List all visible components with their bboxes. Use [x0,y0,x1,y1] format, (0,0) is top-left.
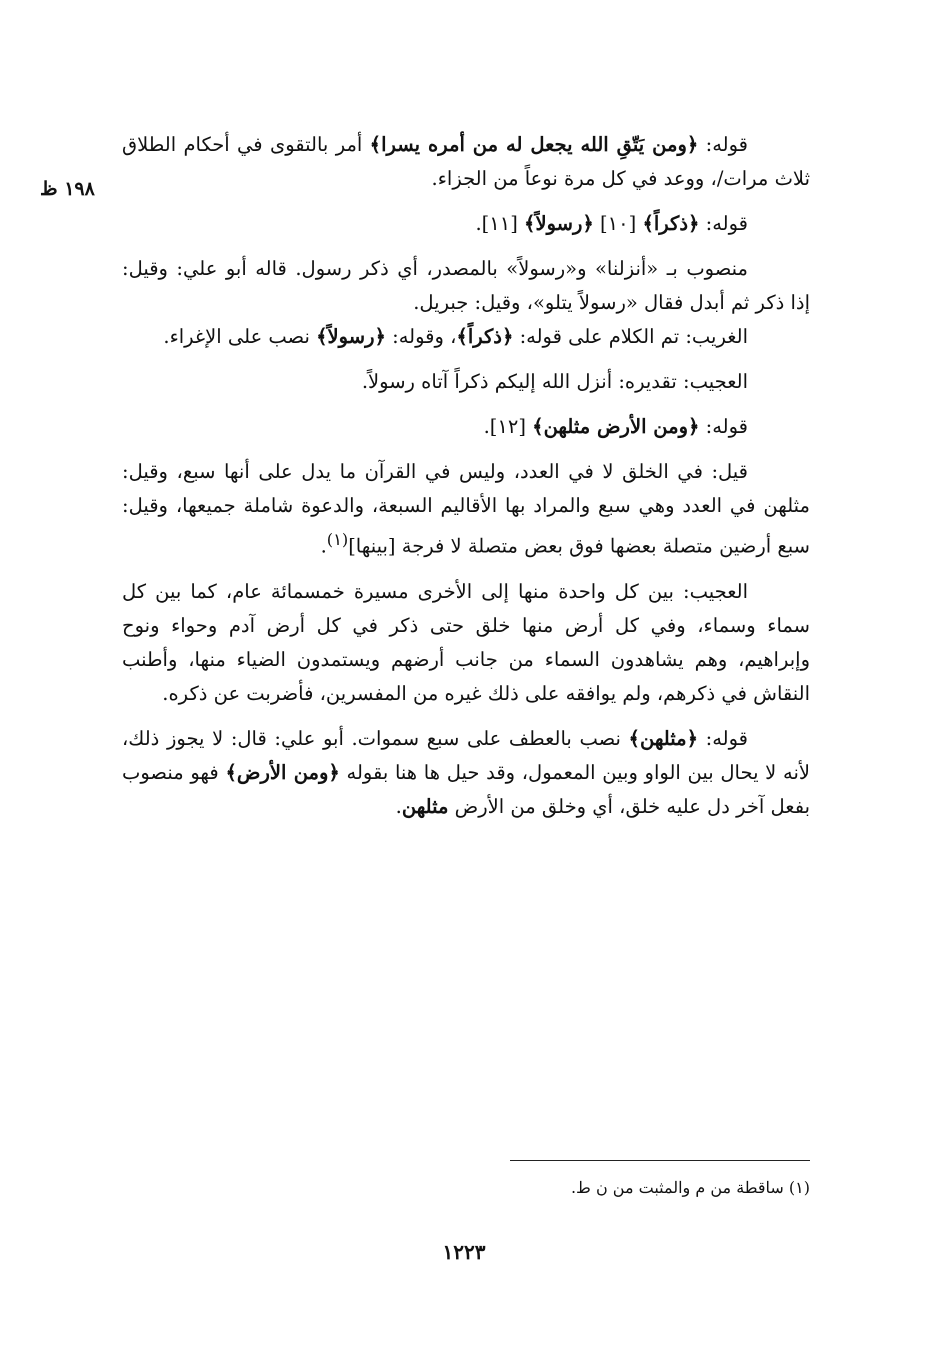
paragraph-3 [122,252,810,320]
text-run: قوله: [699,212,748,235]
text-run: فهو منصوب بفعل آخر دل عليه خلق، أي وخلق من الأرض [122,760,810,818]
text-run: منصوب بـ «أنزلنا» و«رسولاً» بالمصدر، أي ذكر رسول. قاله أبو علي: وقيل: إذا ذكر ثم أبدل فقال «رسولاً يتلو»، وقيل: جبريل. [122,257,810,314]
text-run: قوله: [698,133,748,156]
quran-quote: ﴿ذكراً﴾ [456,325,514,348]
footnote-divider [510,1160,810,1161]
text-run: العجيب: تقديره: أنزل الله إليكم ذكراً آتاه رسولاً. [361,370,748,393]
quran-quote: ﴿ومن الأرض مثلهن﴾ [532,415,700,438]
text-run: قوله: [699,415,748,438]
verse-number: [١٠] [593,212,643,235]
quran-quote: ﴿ومن يَتّقِ الله يجعل له من أمره يسرا﴾ [369,133,699,156]
paragraph-2 [122,207,810,241]
text-run: نصب بالعطف على سبع سموات. أبو علي: قال: لا يجوز ذلك، لأنه لا يحال بين الواو وبين المعمول، وقد حيل ها هنا بقوله [122,726,811,784]
verse-number: [١٢]. [483,415,533,438]
main-text [122,128,810,835]
page-number: ١٢٢٣ [442,1240,486,1264]
text-run: قيل: في الخلق لا في العدد، وليس في القرآن ما يدل على أنها سبع، وقيل: مثلهن في العدد وهي سبع والمراد بها الأقاليم السبعة، والدعوة شاملة جميعها، وقيل: سبع أرضين متصلة بعضها فوق بعض متصلة لا فرجة [بينها] [122,460,810,558]
text-run: الغريب: تم الكلام على قوله: [513,325,748,348]
paragraph-8 [122,575,810,711]
text-run: . [320,534,327,558]
bold-word: مثلهن [401,794,449,818]
paragraph-4 [122,320,810,354]
paragraph-9 [122,722,810,824]
text-run: أمر بالتقوى في أحكام الطلاق ثلاث مرات/، ووعد في كل مرة نوعاً من الجزاء. [122,133,810,190]
text-run: العجيب: بين كل واحدة منها إلى الأخرى مسيرة خمسمائة عام، كما بين كل سماء وسماء، وفي كل أرض منها خلق حتى ذكر في كل أرض آدم وحواء ونوح وإبراهيم، وهم يشاهدون السماء من جانب أرضهم ويستمدون الضياء منها، وأطنب النقاش في ذكرهم، ولم يوافقه على ذلك غيره من المفسرين، فأضربت عن ذكره. [122,579,810,705]
text-run: قوله: [698,726,748,750]
quran-quote: ﴿ومن الأرض﴾ [225,760,340,784]
paragraph-1 [122,128,810,196]
footnote: (١) ساقطة من م والمثبت من ن ط. [570,1178,810,1197]
verse-number: [١١]. [475,212,525,235]
paragraph-7 [122,455,810,564]
text-run: . [395,794,402,818]
quran-quote: ﴿مثلهن﴾ [628,726,699,750]
paragraph-6 [122,410,810,444]
quran-quote: ﴿ذكراً﴾ [642,212,700,235]
paragraph-5 [122,365,810,399]
margin-folio-note: ١٩٨ ظ [40,178,95,200]
text-run: ، وقوله: [385,325,457,348]
quran-quote: ﴿رسولاً﴾ [316,325,386,348]
footnote-ref[interactable]: (١) [326,530,349,549]
quran-quote: ﴿رسولاً﴾ [524,212,594,235]
text-run: نصب على الإغراء. [163,325,317,348]
